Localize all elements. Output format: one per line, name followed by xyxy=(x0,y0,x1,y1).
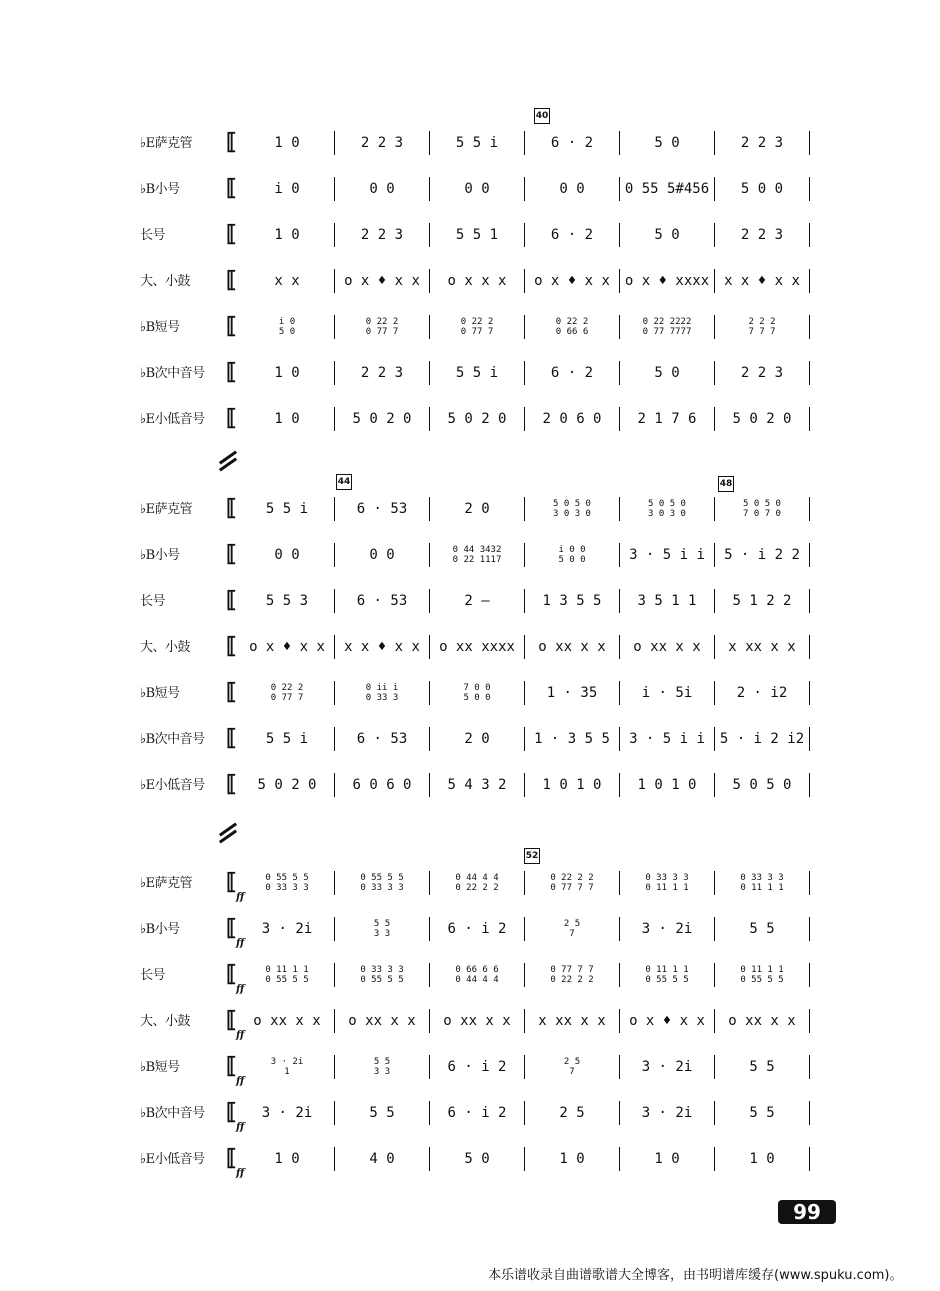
staff-row-trumpet xyxy=(0,174,940,204)
measure: i 0 5 0 xyxy=(240,315,335,339)
rehearsal-mark: 40 xyxy=(534,108,550,124)
measure: 1 0 xyxy=(240,407,335,431)
measure: 5 0 5 0 7 0 7 0 xyxy=(715,497,810,521)
measure: 0 44 3432 0 22 1117 xyxy=(430,543,525,567)
staff-row-cornet xyxy=(0,678,940,708)
measure: 2 · i2 xyxy=(715,681,810,705)
instrument-label: ♭B次中音号 xyxy=(140,1106,205,1121)
measure: 0 22 2 0 77 7 xyxy=(335,315,430,339)
measure: 5 0 2 0 xyxy=(335,407,430,431)
measure: 1 0 xyxy=(715,1147,810,1171)
measure: 3 · 2i xyxy=(240,917,335,941)
measure: 6 · 53 xyxy=(335,497,430,521)
measure: 5 5 xyxy=(715,917,810,941)
measure: 2 2 3 xyxy=(715,131,810,155)
measure: 6 · i 2 xyxy=(430,1055,525,1079)
measure: 5 0 5 0 3 0 3 0 xyxy=(525,497,620,521)
measure: 1 3 5 5 xyxy=(525,589,620,613)
measure: 5 0 5 0 xyxy=(715,773,810,797)
measure: 3 · 2i xyxy=(620,917,715,941)
measure: 2 2 3 xyxy=(715,223,810,247)
measure: 6 · i 2 xyxy=(430,1101,525,1125)
rehearsal-mark: 44 xyxy=(336,474,352,490)
measure: 5 0 xyxy=(620,131,715,155)
staff-row-sax xyxy=(0,494,940,524)
measure: o x x x xyxy=(430,269,525,293)
measure: 0 11 1 1 0 55 5 5 xyxy=(620,963,715,987)
measure: 5 5 xyxy=(335,1101,430,1125)
measure: 5 · i 2 2 xyxy=(715,543,810,567)
dynamic-mark: ff xyxy=(236,892,245,903)
brace-icon: ⟦ xyxy=(226,725,237,751)
measure: 0 33 3 3 0 11 1 1 xyxy=(715,871,810,895)
measure: 5 5 i xyxy=(430,361,525,385)
instrument-label: ♭E小低音号 xyxy=(140,412,205,427)
staff-row-trombone xyxy=(0,586,940,616)
brace-icon: ⟦ xyxy=(226,1053,237,1079)
measure: i 0 0 5 0 0 xyxy=(525,543,620,567)
measure: 5 5 1 xyxy=(430,223,525,247)
instrument-label: 长号 xyxy=(140,968,166,983)
footer-note: 本乐谱收录自曲谱歌谱大全博客，由书明谱库缓存(www.spuku.com)。 xyxy=(488,1268,903,1283)
measure: 3 · 5 i i xyxy=(620,543,715,567)
measure: 0 55 5#456 xyxy=(620,177,715,201)
measure: 4 0 xyxy=(335,1147,430,1171)
brace-icon: ⟦ xyxy=(226,771,237,797)
measure: 5 5 i xyxy=(240,727,335,751)
measure: 0 22 2 2 0 77 7 7 xyxy=(525,871,620,895)
measure: 1 · 3 5 5 xyxy=(525,727,620,751)
staff-row-drums xyxy=(0,632,940,662)
staff-row-baritone xyxy=(0,358,940,388)
measure: x xx x x xyxy=(525,1009,620,1033)
staff-row-tenor-horn xyxy=(0,1144,940,1179)
instrument-label: 长号 xyxy=(140,228,166,243)
measure: 0 77 7 7 0 22 2 2 xyxy=(525,963,620,987)
instrument-label: 大、小鼓 xyxy=(140,1014,191,1029)
staff-row-cornet xyxy=(0,312,940,342)
measure: 0 ii i 0 33 3 xyxy=(335,681,430,705)
measure: 2 – xyxy=(430,589,525,613)
instrument-label: ♭E萨克管 xyxy=(140,502,193,517)
brace-icon: ⟦ xyxy=(226,313,237,339)
measure: 0 11 1 1 0 55 5 5 xyxy=(240,963,335,987)
measure: 1 0 xyxy=(525,1147,620,1171)
brace-icon: ⟦ xyxy=(226,633,237,659)
brace-icon: ⟦ xyxy=(226,961,237,987)
dynamic-mark: ff xyxy=(236,1076,245,1087)
staff-row-drums xyxy=(0,1006,940,1041)
staff-row-sax xyxy=(0,128,940,158)
brace-icon: ⟦ xyxy=(226,587,237,613)
measure: i · 5i xyxy=(620,681,715,705)
measure: 0 33 3 3 0 55 5 5 xyxy=(335,963,430,987)
brace-icon: ⟦ xyxy=(226,359,237,385)
staff-row-baritone xyxy=(0,1098,940,1133)
measure: 5 5 3 xyxy=(240,589,335,613)
measure: 2 5 7 xyxy=(525,917,620,941)
measure: 0 22 2 0 77 7 xyxy=(430,315,525,339)
measure: 2 5 7 xyxy=(525,1055,620,1079)
measure: 6 · i 2 xyxy=(430,917,525,941)
instrument-label: ♭B小号 xyxy=(140,182,180,197)
instrument-label: ♭B短号 xyxy=(140,320,180,335)
measure: x xx x x xyxy=(715,635,810,659)
instrument-label: ♭E小低音号 xyxy=(140,778,205,793)
instrument-label: 大、小鼓 xyxy=(140,274,191,289)
measure: o xx x x xyxy=(620,635,715,659)
measure: 0 0 xyxy=(240,543,335,567)
measure: o x ♦ x x xyxy=(620,1009,715,1033)
measure: o xx x x xyxy=(335,1009,430,1033)
brace-icon: ⟦ xyxy=(226,221,237,247)
brace-icon: ⟦ xyxy=(226,679,237,705)
measure: 3 · 2i xyxy=(240,1101,335,1125)
measure: 0 11 1 1 0 55 5 5 xyxy=(715,963,810,987)
instrument-label: 大、小鼓 xyxy=(140,640,191,655)
rehearsal-mark: 52 xyxy=(524,848,540,864)
staff-row-cornet xyxy=(0,1052,940,1087)
measure: 2 0 6 0 xyxy=(525,407,620,431)
measure: 1 0 xyxy=(240,131,335,155)
page-number: 99 xyxy=(778,1200,836,1224)
instrument-label: ♭B短号 xyxy=(140,1060,180,1075)
staff-row-trumpet xyxy=(0,914,940,949)
measure: 5 0 5 0 3 0 3 0 xyxy=(620,497,715,521)
measure: 2 2 3 xyxy=(715,361,810,385)
measure: x x ♦ x x xyxy=(715,269,810,293)
measure: i 0 xyxy=(240,177,335,201)
measure: 5 0 2 0 xyxy=(240,773,335,797)
measure: 2 1 7 6 xyxy=(620,407,715,431)
measure: 6 · 2 xyxy=(525,131,620,155)
measure: 2 2 2 7 7 7 xyxy=(715,315,810,339)
measure: 5 · i 2 i2 xyxy=(715,727,810,751)
dynamic-mark: ff xyxy=(236,938,245,949)
staff-row-tenor-horn xyxy=(0,770,940,800)
measure: 0 55 5 5 0 33 3 3 xyxy=(240,871,335,895)
brace-icon: ⟦ xyxy=(226,175,237,201)
measure: 0 55 5 5 0 33 3 3 xyxy=(335,871,430,895)
measure: 0 22 2 0 77 7 xyxy=(240,681,335,705)
measure: o xx x x xyxy=(715,1009,810,1033)
instrument-label: ♭E小低音号 xyxy=(140,1152,205,1167)
measure: 6 0 6 0 xyxy=(335,773,430,797)
measure: 0 44 4 4 0 22 2 2 xyxy=(430,871,525,895)
measure: 1 0 xyxy=(240,1147,335,1171)
measure: 6 · 53 xyxy=(335,589,430,613)
measure: 0 22 2 0 66 6 xyxy=(525,315,620,339)
measure: 6 · 2 xyxy=(525,223,620,247)
measure: 1 0 xyxy=(240,223,335,247)
staff-row-trombone xyxy=(0,960,940,995)
staff-row-sax xyxy=(0,868,940,903)
dynamic-mark: ff xyxy=(236,1030,245,1041)
measure: o x ♦ xxxx xyxy=(620,269,715,293)
measure: 5 0 2 0 xyxy=(430,407,525,431)
measure: 3 5 1 1 xyxy=(620,589,715,613)
measure: 5 5 xyxy=(715,1101,810,1125)
measure: x x ♦ x x xyxy=(335,635,430,659)
measure: o xx x x xyxy=(430,1009,525,1033)
measure: 7 0 0 5 0 0 xyxy=(430,681,525,705)
measure: 0 0 xyxy=(430,177,525,201)
instrument-label: ♭B小号 xyxy=(140,922,180,937)
measure: 6 · 53 xyxy=(335,727,430,751)
brace-icon: ⟦ xyxy=(226,915,237,941)
measure: 2 0 xyxy=(430,727,525,751)
measure: 0 33 3 3 0 11 1 1 xyxy=(620,871,715,895)
measure: o x ♦ x x xyxy=(525,269,620,293)
measure: 1 0 xyxy=(240,361,335,385)
measure: 5 1 2 2 xyxy=(715,589,810,613)
measure: 1 0 1 0 xyxy=(620,773,715,797)
brace-icon: ⟦ xyxy=(226,1007,237,1033)
measure: 2 0 xyxy=(430,497,525,521)
system-break-icon xyxy=(218,452,238,470)
measure: o xx x x xyxy=(240,1009,335,1033)
measure: 5 5 3 3 xyxy=(335,917,430,941)
measure: 5 5 3 3 xyxy=(335,1055,430,1079)
measure: 1 0 xyxy=(620,1147,715,1171)
staff-row-trumpet xyxy=(0,540,940,570)
measure: 5 0 xyxy=(620,223,715,247)
brace-icon: ⟦ xyxy=(226,1145,237,1171)
measure: 1 0 1 0 xyxy=(525,773,620,797)
brace-icon: ⟦ xyxy=(226,869,237,895)
brace-icon: ⟦ xyxy=(226,267,237,293)
measure: 0 66 6 6 0 44 4 4 xyxy=(430,963,525,987)
instrument-label: ♭B小号 xyxy=(140,548,180,563)
measure: o x ♦ x x xyxy=(240,635,335,659)
measure: 2 2 3 xyxy=(335,361,430,385)
measure: 0 0 xyxy=(525,177,620,201)
staff-row-drums xyxy=(0,266,940,296)
measure: 3 · 5 i i xyxy=(620,727,715,751)
measure: 5 5 i xyxy=(430,131,525,155)
measure: 1 · 35 xyxy=(525,681,620,705)
measure: o x ♦ x x xyxy=(335,269,430,293)
measure: 3 · 2i xyxy=(620,1055,715,1079)
brace-icon: ⟦ xyxy=(226,541,237,567)
brace-icon: ⟦ xyxy=(226,1099,237,1125)
measure: 5 0 xyxy=(620,361,715,385)
measure: 2 2 3 xyxy=(335,223,430,247)
measure: 0 22 2222 0 77 7777 xyxy=(620,315,715,339)
measure: 5 5 i xyxy=(240,497,335,521)
instrument-label: ♭B次中音号 xyxy=(140,366,205,381)
instrument-label: ♭B次中音号 xyxy=(140,732,205,747)
brace-icon: ⟦ xyxy=(226,495,237,521)
measure: 3 · 2i 1 xyxy=(240,1055,335,1079)
measure: 6 · 2 xyxy=(525,361,620,385)
staff-row-baritone xyxy=(0,724,940,754)
measure: 5 5 xyxy=(715,1055,810,1079)
rehearsal-mark: 48 xyxy=(718,476,734,492)
dynamic-mark: ff xyxy=(236,1122,245,1133)
dynamic-mark: ff xyxy=(236,984,245,995)
measure: 2 5 xyxy=(525,1101,620,1125)
instrument-label: ♭E萨克管 xyxy=(140,136,193,151)
instrument-label: ♭E萨克管 xyxy=(140,876,193,891)
dynamic-mark: ff xyxy=(236,1168,245,1179)
instrument-label: ♭B短号 xyxy=(140,686,180,701)
measure: o xx xxxx xyxy=(430,635,525,659)
system-break-icon xyxy=(218,824,238,842)
brace-icon: ⟦ xyxy=(226,129,237,155)
instrument-label: 长号 xyxy=(140,594,166,609)
measure: x x xyxy=(240,269,335,293)
measure: 2 2 3 xyxy=(335,131,430,155)
measure: 5 0 0 xyxy=(715,177,810,201)
measure: 0 0 xyxy=(335,177,430,201)
measure: 3 · 2i xyxy=(620,1101,715,1125)
measure: o xx x x xyxy=(525,635,620,659)
measure: 0 0 xyxy=(335,543,430,567)
measure: 5 0 xyxy=(430,1147,525,1171)
brace-icon: ⟦ xyxy=(226,405,237,431)
measure: 5 0 2 0 xyxy=(715,407,810,431)
staff-row-tenor-horn xyxy=(0,404,940,434)
staff-row-trombone xyxy=(0,220,940,250)
measure: 5 4 3 2 xyxy=(430,773,525,797)
